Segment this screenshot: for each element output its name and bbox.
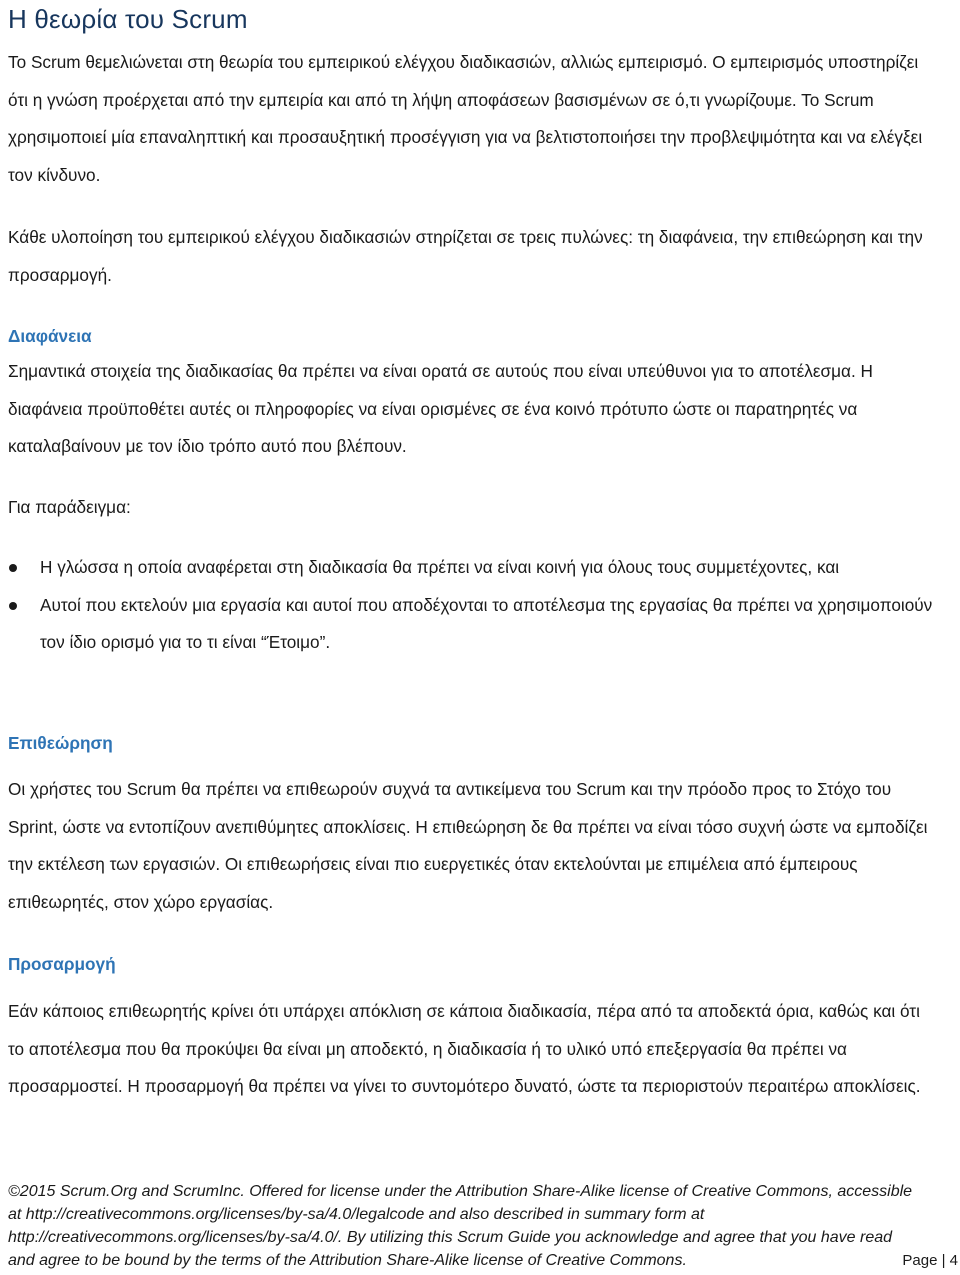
transparency-bullet-list	[8, 549, 933, 662]
transparency-heading: Διαφάνεια	[8, 326, 92, 346]
footer-line: and agree to be bound by the terms of the Attribution Share-Alike license of Creative Commons.	[8, 1252, 687, 1269]
inspection-paragraph: Οι χρήστες του Scrum θα πρέπει να επιθεωρούν συχνά τα αντικείμενα του Scrum και την πρόοδο προς το Στόχο του Sprint, ώστε να εντοπίζουν ανεπιθύμητες αποκλίσεις. Η επιθεώρηση δε θα πρέπει να είναι τόσο συχνή ώστε να εμποδίζει την εκτέλεση των εργασιών. Οι επιθεωρήσεις είναι πιο ευεργετικές όταν εκτελούνται με επιμέλεια από έμπειρους επιθεωρητές, στον χώρο εργασίας.	[8, 779, 928, 912]
list-item-text: Αυτοί που εκτελούν μια εργασία και αυτοί που αποδέχονται το αποτέλεσμα της εργασίας θα πρέπει να χρησιμοποιούν τον ίδιο ορισμό για το τι είναι “Έτοιμο”.	[40, 594, 933, 652]
adaptation-heading: Προσαρμογή	[8, 954, 116, 974]
bullet-icon	[9, 602, 17, 610]
transparency-paragraph: Σημαντικά στοιχεία της διαδικασίας θα πρέπει να είναι ορατά σε αυτούς που είναι υπεύθυνοι για το αποτέλεσμα. Η διαφάνεια προϋποθέτει αυτές οι πληροφορίες να είναι ορισμένες σε ένα κοινό πρότυπο ώστε οι παρατηρητές να καταλαβαίνουν με τον ίδιο τρόπο αυτό που βλέπουν.	[8, 361, 873, 456]
list-item	[8, 587, 933, 662]
inspection-heading: Επιθεώρηση	[8, 733, 113, 753]
page-number: Page | 4	[902, 1252, 958, 1269]
page-title: Η θεωρία του Scrum	[8, 4, 248, 34]
example-label: Για παράδειγμα:	[8, 497, 131, 517]
footer-line: http://creativecommons.org/licenses/by-sa/4.0/. By utilizing this Scrum Guide you acknowledge and agree that you have read	[8, 1229, 893, 1246]
list-item-text: Η γλώσσα η οποία αναφέρεται στη διαδικασία θα πρέπει να είναι κοινή για όλους τους συμμετέχοντες, και	[40, 557, 840, 577]
license-footer	[8, 1180, 958, 1272]
bullet-icon	[9, 564, 17, 572]
adaptation-paragraph: Εάν κάποιος επιθεωρητής κρίνει ότι υπάρχει απόκλιση σε κάποια διαδικασία, πέρα από τα αποδεκτά όρια, καθώς και ότι το αποτέλεσμα που θα προκύψει θα είναι μη αποδεκτό, η διαδικασία ή το υλικό υπό επεξεργασία θα πρέπει να προσαρμοστεί. Η προσαρμογή θα πρέπει να γίνει το συντομότερο δυνατό, ώστε τα περιοριστούν περαιτέρω αποκλίσεις.	[8, 1001, 921, 1096]
footer-line: at http://creativecommons.org/licenses/by-sa/4.0/legalcode and also described in summary form at	[8, 1206, 705, 1223]
footer-line: ©2015 Scrum.Org and ScrumInc. Offered for license under the Attribution Share-Alike license of Creative Commons, accessible	[8, 1183, 913, 1200]
pillars-paragraph: Κάθε υλοποίηση του εμπειρικού ελέγχου διαδικασιών στηρίζεται σε τρεις πυλώνες: τη διαφάνεια, την επιθεώρηση και την προσαρμογή.	[8, 227, 923, 285]
intro-paragraph: Το Scrum θεμελιώνεται στη θεωρία του εμπειρικού ελέγχου διαδικασιών, αλλιώς εμπειρισμό. Ο εμπειρισμός υποστηρίζει ότι η γνώση προέρχεται από την εμπειρία και από τη λήψη αποφάσεων βασισμένων σε ό,τι γνωρίζουμε. Το Scrum χρησιμοποιεί μία επαναληπτική και προσαυξητική προσέγγιση για να βελτιστοποιήσει την προβλεψιμότητα και να ελέγξει τον κίνδυνο.	[8, 52, 923, 185]
list-item	[8, 549, 933, 587]
